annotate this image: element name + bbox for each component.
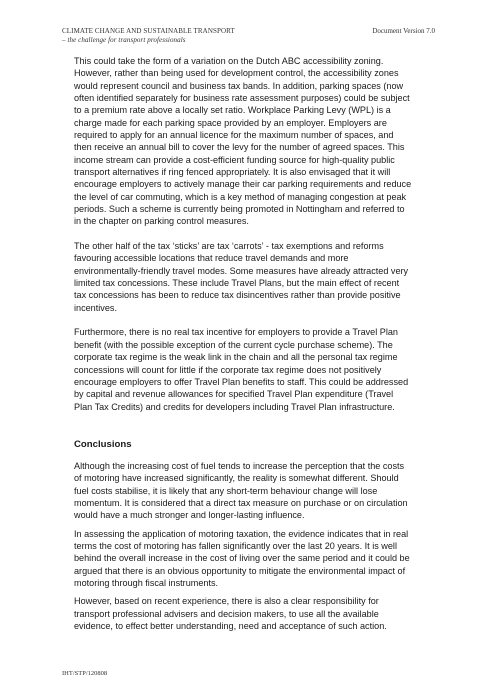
paragraph: However, based on recent experience, there is also a clear responsibility for transport professional advisers and decision makers, to use all the available evidence, to effect better understanding, need and acceptance of such action. bbox=[74, 596, 387, 631]
body-text bbox=[74, 55, 412, 638]
paragraph: The other half of the tax ‘sticks’ are tax ‘carrots’ - tax exemptions and reforms favouring accessible locations that reduce travel demands and more environmentally-friendly travel modes. Some measures have already attracted very limited tax concessions. These include Travel Plans, but the main effect of recent tax concessions has been to reduce tax disincentives rather than provide positive incentives. bbox=[74, 241, 409, 313]
paragraph: This could take the form of a variation on the Dutch ABC accessibility zoning. However, rather than being used for development control, the accessibility zones would represent council and business tax bands. In addition, parking spaces (now often identified separately for business rate assessment purposes) could be subject to a premium rate above a locally set ratio. Workplace Parking Levy (WPL) is a charge made for each parking space provided by an employer. Employers are required to apply for an annual licence for the maximum number of spaces, and then receive an annual bill to cover the levy for the number of agreed spaces. This income stream can provide a cost-efficient funding source for high-quality public transport alternatives if ring fenced appropriately. It is also envisaged that it will encourage employers to actively manage their car parking requirements and reduce the level of car commuting, which is a key method of managing congestion at peak periods. Such a scheme is currently being promoted in Nottingham and referred to in the chapter on parking control measures. bbox=[74, 56, 412, 227]
header-subtitle: – the challenge for transport professionals bbox=[62, 36, 186, 44]
running-header bbox=[62, 27, 235, 45]
paragraph: Although the increasing cost of fuel tends to increase the perception that the costs of motoring have increased significantly, the reality is somewhat different. Should fuel costs stabilise, it is likely that any short-term behaviour change will lose momentum. It is considered that a direct tax measure on purchase or on circulation would have a much stronger and longer-lasting influence. bbox=[74, 460, 408, 521]
paragraph: Furthermore, there is no real tax incentive for employers to provide a Travel Plan benefit (with the possible exception of the current cycle purchase scheme). The corporate tax regime is the weak link in the chain and all the personal tax regime concessions will count for little if the corporate tax regime does not positively encourage employers to offer Travel Plan benefits to staff. This could be addressed by capital and revenue allowances for specified Travel Plan expenditure (Travel Plan Tax Credits) and credits for developers including Travel Plan infrastructure. bbox=[74, 327, 409, 412]
header-title: CLIMATE CHANGE AND SUSTAINABLE TRANSPORT bbox=[62, 27, 235, 35]
footer-code: IHT/STP/120808 bbox=[62, 670, 108, 677]
document-version: Document Version 7.0 bbox=[372, 27, 435, 35]
section-heading: Conclusions bbox=[74, 438, 132, 450]
paragraph: In assessing the application of motoring taxation, the evidence indicates that in real terms the cost of motoring has fallen significantly over the last 20 years. It is well behind the overall increase in the cost of living over the same period and it could be argued that there is an obvious opportunity to mitigate the environmental impact of motoring through fiscal instruments. bbox=[74, 528, 410, 588]
